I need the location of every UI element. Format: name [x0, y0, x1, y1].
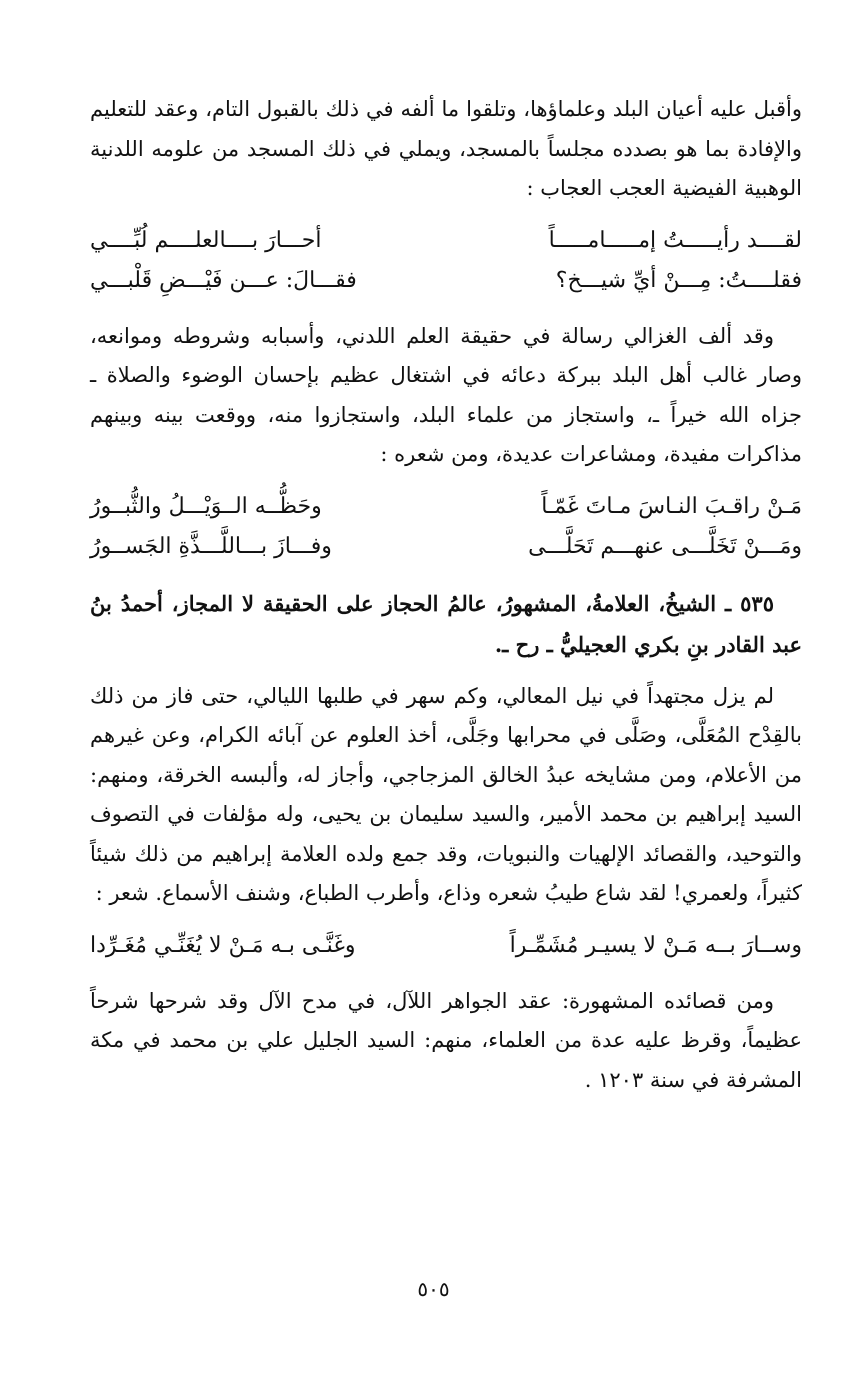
poem-block-3: [90, 926, 802, 966]
paragraph-intro: وأقبل عليه أعيان البلد وعلماؤها، وتلقوا ما ألفه في ذلك بالقبول التام، وعقد للتعليم والإفادة بما هو بصدده مجلساً بالمسجد، ويملي في ذلك المسجد من علومه اللدنية الوهبية الفيضية العجب العجاب :: [90, 97, 802, 200]
verse-second-hemistich: فقـــالَ: عـــن فَيْـــضِ قَلْبـــي: [90, 267, 357, 293]
poem-block-1: [90, 221, 802, 301]
poem-block-2: [90, 487, 802, 567]
verse-line: [90, 527, 802, 567]
page-body: [90, 90, 802, 1100]
verse-first-hemistich: مَـنْ راقـبَ النـاسَ مـاتَ غَمّـاً: [541, 493, 802, 519]
verse-first-hemistich: ومَـــنْ تَخَلَّـــى عنهـــم تَحَلَّـــى: [528, 533, 802, 559]
paragraph-ghazali: وقد ألف الغزالي رسالة في حقيقة العلم اللدني، وأسبابه وشروطه وموانعه، وصار غالب أهل البلد ببركة دعائه في اشتغال عظيم بإحسان الوضوء والصلاة ـ جزاه الله خيراً ـ، واستجاز من علماء البلد، واستجازوا منه، ووقعت بينه وبينهم مذاكرات مفيدة، ومشاعرات عديدة، ومن شعره :: [90, 323, 802, 466]
verse-first-hemistich: لقــــد رأيـــــتُ إمـــــامـــــاً: [548, 227, 802, 253]
verse-line: [90, 221, 802, 261]
verse-first-hemistich: فقلــــتُ: مِـــنْ أيِّ شيـــخ؟: [555, 267, 802, 293]
page-number: ٥٠٥: [417, 1277, 450, 1301]
verse-line: [90, 261, 802, 301]
entry-heading: ٥٣٥ ـ الشيخُ، العلامةُ، المشهورُ، عالمُ الحجاز على الحقيقة لا المجاز، أحمدُ بنُ عبد القادر بنِ بكري العجيليُّ ـ رح ـ.: [90, 590, 802, 657]
verse-line: [90, 926, 802, 966]
verse-second-hemistich: أحـــارَ بــــالعلــــم لُبِّــــي: [90, 227, 322, 253]
verse-second-hemistich: وفـــازَ بـــاللَّـــذَّةِ الجَســورُ: [90, 533, 332, 559]
paragraph-biography: لم يزل مجتهداً في نيل المعالي، وكم سهر في طلبها الليالي، حتى فاز من ذلك بالقِدْح المُعَلَّى، وصَلَّى في محرابها وجَلَّى، أخذ العلوم عن آبائه الكرام، وعن غيرهم من الأعلام، ومن مشايخه عبدُ الخالق المزجاجي، وأجاز له، وألبسه الخرقة، ومنهم: السيد إبراهيم بن محمد الأمير، والسيد سليمان بن يحيى، وله مؤلفات في التصوف والتوحيد، والقصائد الإلهيات والنبويات، وقد جمع ولده العلامة إبراهيم من ذلك شيئاً كثيراً، ولعمري! لقد شاع طيبُ شعره وذاع، وأطرب الطباع، وشنف الأسماع. شعر :: [90, 683, 802, 905]
verse-line: [90, 487, 802, 527]
paragraph-qasidas: ومن قصائده المشهورة: عقد الجواهر اللآل، في مدح الآل وقد شرحها شرحاً عظيماً، وقرظ عليه عدة من العلماء، منهم: السيد الجليل علي بن محمد في مكة المشرفة في سنة ١٢٠٣ .: [90, 988, 802, 1092]
verse-first-hemistich: وســارَ بــه مَـنْ لا يسيـر مُشَمِّـراً: [509, 932, 802, 958]
verse-second-hemistich: وغَنَّـى بـه مَـنْ لا يُغَنِّـي مُغَـرِّدا: [90, 932, 356, 958]
verse-second-hemistich: وحَظُّــه الــوَيْـــلُ والثُّبــورُ: [90, 493, 322, 519]
